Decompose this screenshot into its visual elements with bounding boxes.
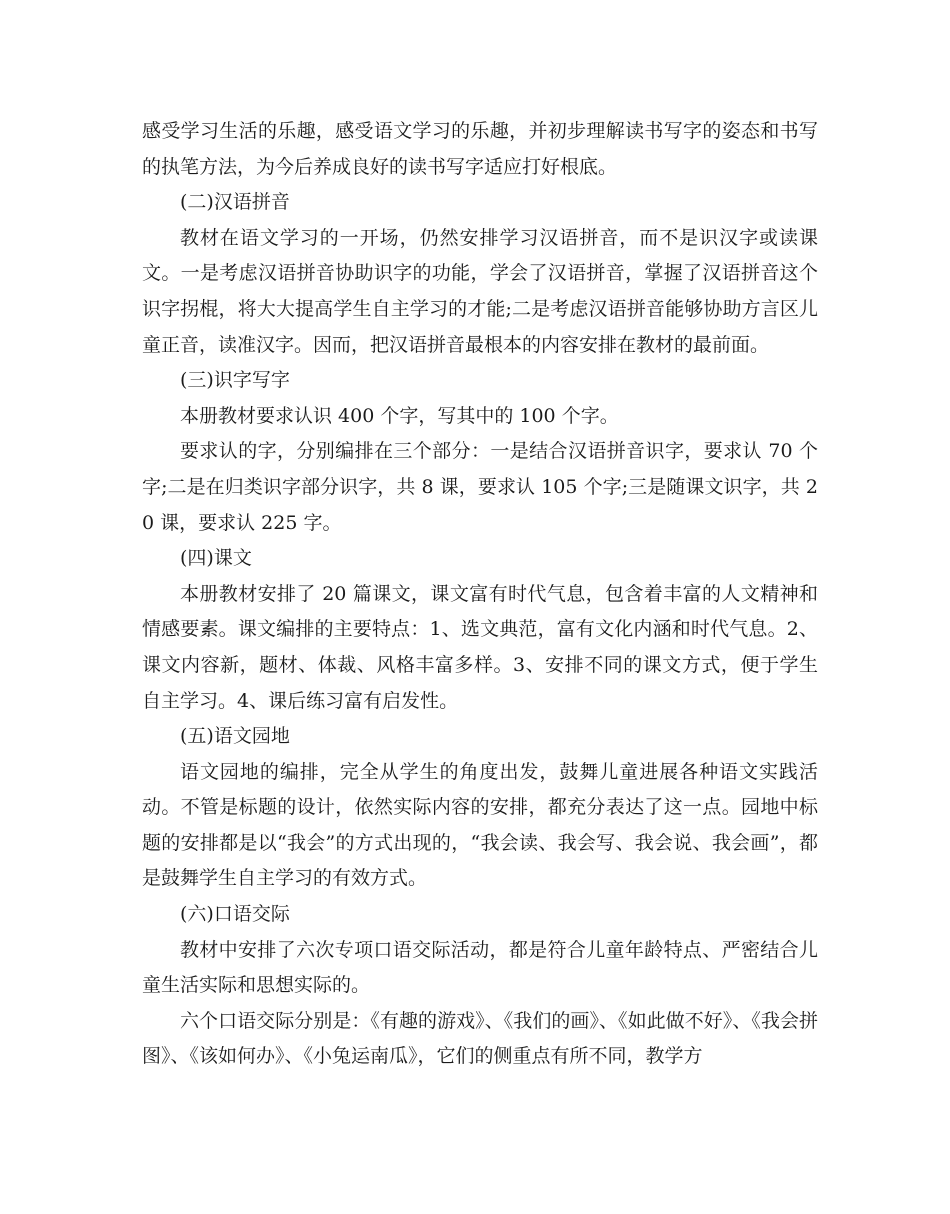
heading-literacy: (三)识字写字 bbox=[180, 369, 290, 392]
paragraph-pinyin: 教材在语文学习的一开场，仍然安排学习汉语拼音，而不是识汉字或读课文。一是考虑汉语拼音协助识字的功能，学会了汉语拼音，掌握了汉语拼音这个识字拐棍，将大大提高学生自主学习的才能;二是考虑汉语拼音能够协助方言区儿童正音，读准汉字。因而，把汉语拼音最根本的内容安排在教材的最前面。 bbox=[142, 226, 818, 356]
paragraph-garden: 语文园地的编排，完全从学生的角度出发，鼓舞儿童进展各种语文实践活动。不管是标题的设计，依然实际内容的安排，都充分表达了这一点。园地中标题的安排都是以“我会”的方式出现的，“我会读、我会写、我会说、我会画”，都是鼓舞学生自主学习的有效方式。 bbox=[142, 760, 818, 890]
heading-pinyin: (二)汉语拼音 bbox=[180, 191, 290, 214]
heading-garden: (五)语文园地 bbox=[180, 725, 290, 748]
paragraph-oral-list: 六个口语交际分别是：《有趣的游戏》、《我们的画》、《如此做不好》、《我会拼图》、《该如何办》、《小兔运南瓜》，它们的侧重点有所不同，教学方 bbox=[142, 1009, 818, 1068]
paragraph-literacy-parts: 要求认的字，分别编排在三个部分：一是结合汉语拼音识字，要求认 70 个字;二是在归类识字部分识字，共 8 课，要求认 105 个字;三是随课文识字，共 20 课，要求认 225 字。 bbox=[142, 440, 818, 534]
document-page bbox=[142, 114, 818, 1075]
paragraph-oral-activities: 教材中安排了六次专项口语交际活动，都是符合儿童年龄特点、严密结合儿童生活实际和思想实际的。 bbox=[142, 938, 818, 997]
paragraph-literacy-count: 本册教材要求认识 400 个字，写其中的 100 个字。 bbox=[180, 404, 619, 427]
heading-oral: (六)口语交际 bbox=[180, 903, 290, 926]
paragraph-intro: 感受学习生活的乐趣，感受语文学习的乐趣，并初步理解读书写字的姿态和书写的执笔方法，为今后养成良好的读书写字适应打好根底。 bbox=[142, 120, 818, 178]
heading-texts: (四)课文 bbox=[180, 547, 252, 570]
paragraph-texts: 本册教材安排了 20 篇课文，课文富有时代气息，包含着丰富的人文精神和情感要素。课文编排的主要特点：1、选文典范，富有文化内涵和时代气息。2、课文内容新，题材、体裁、风格丰富多样。3、安排不同的课文方式，便于学生自主学习。4、课后练习富有启发性。 bbox=[142, 582, 818, 712]
